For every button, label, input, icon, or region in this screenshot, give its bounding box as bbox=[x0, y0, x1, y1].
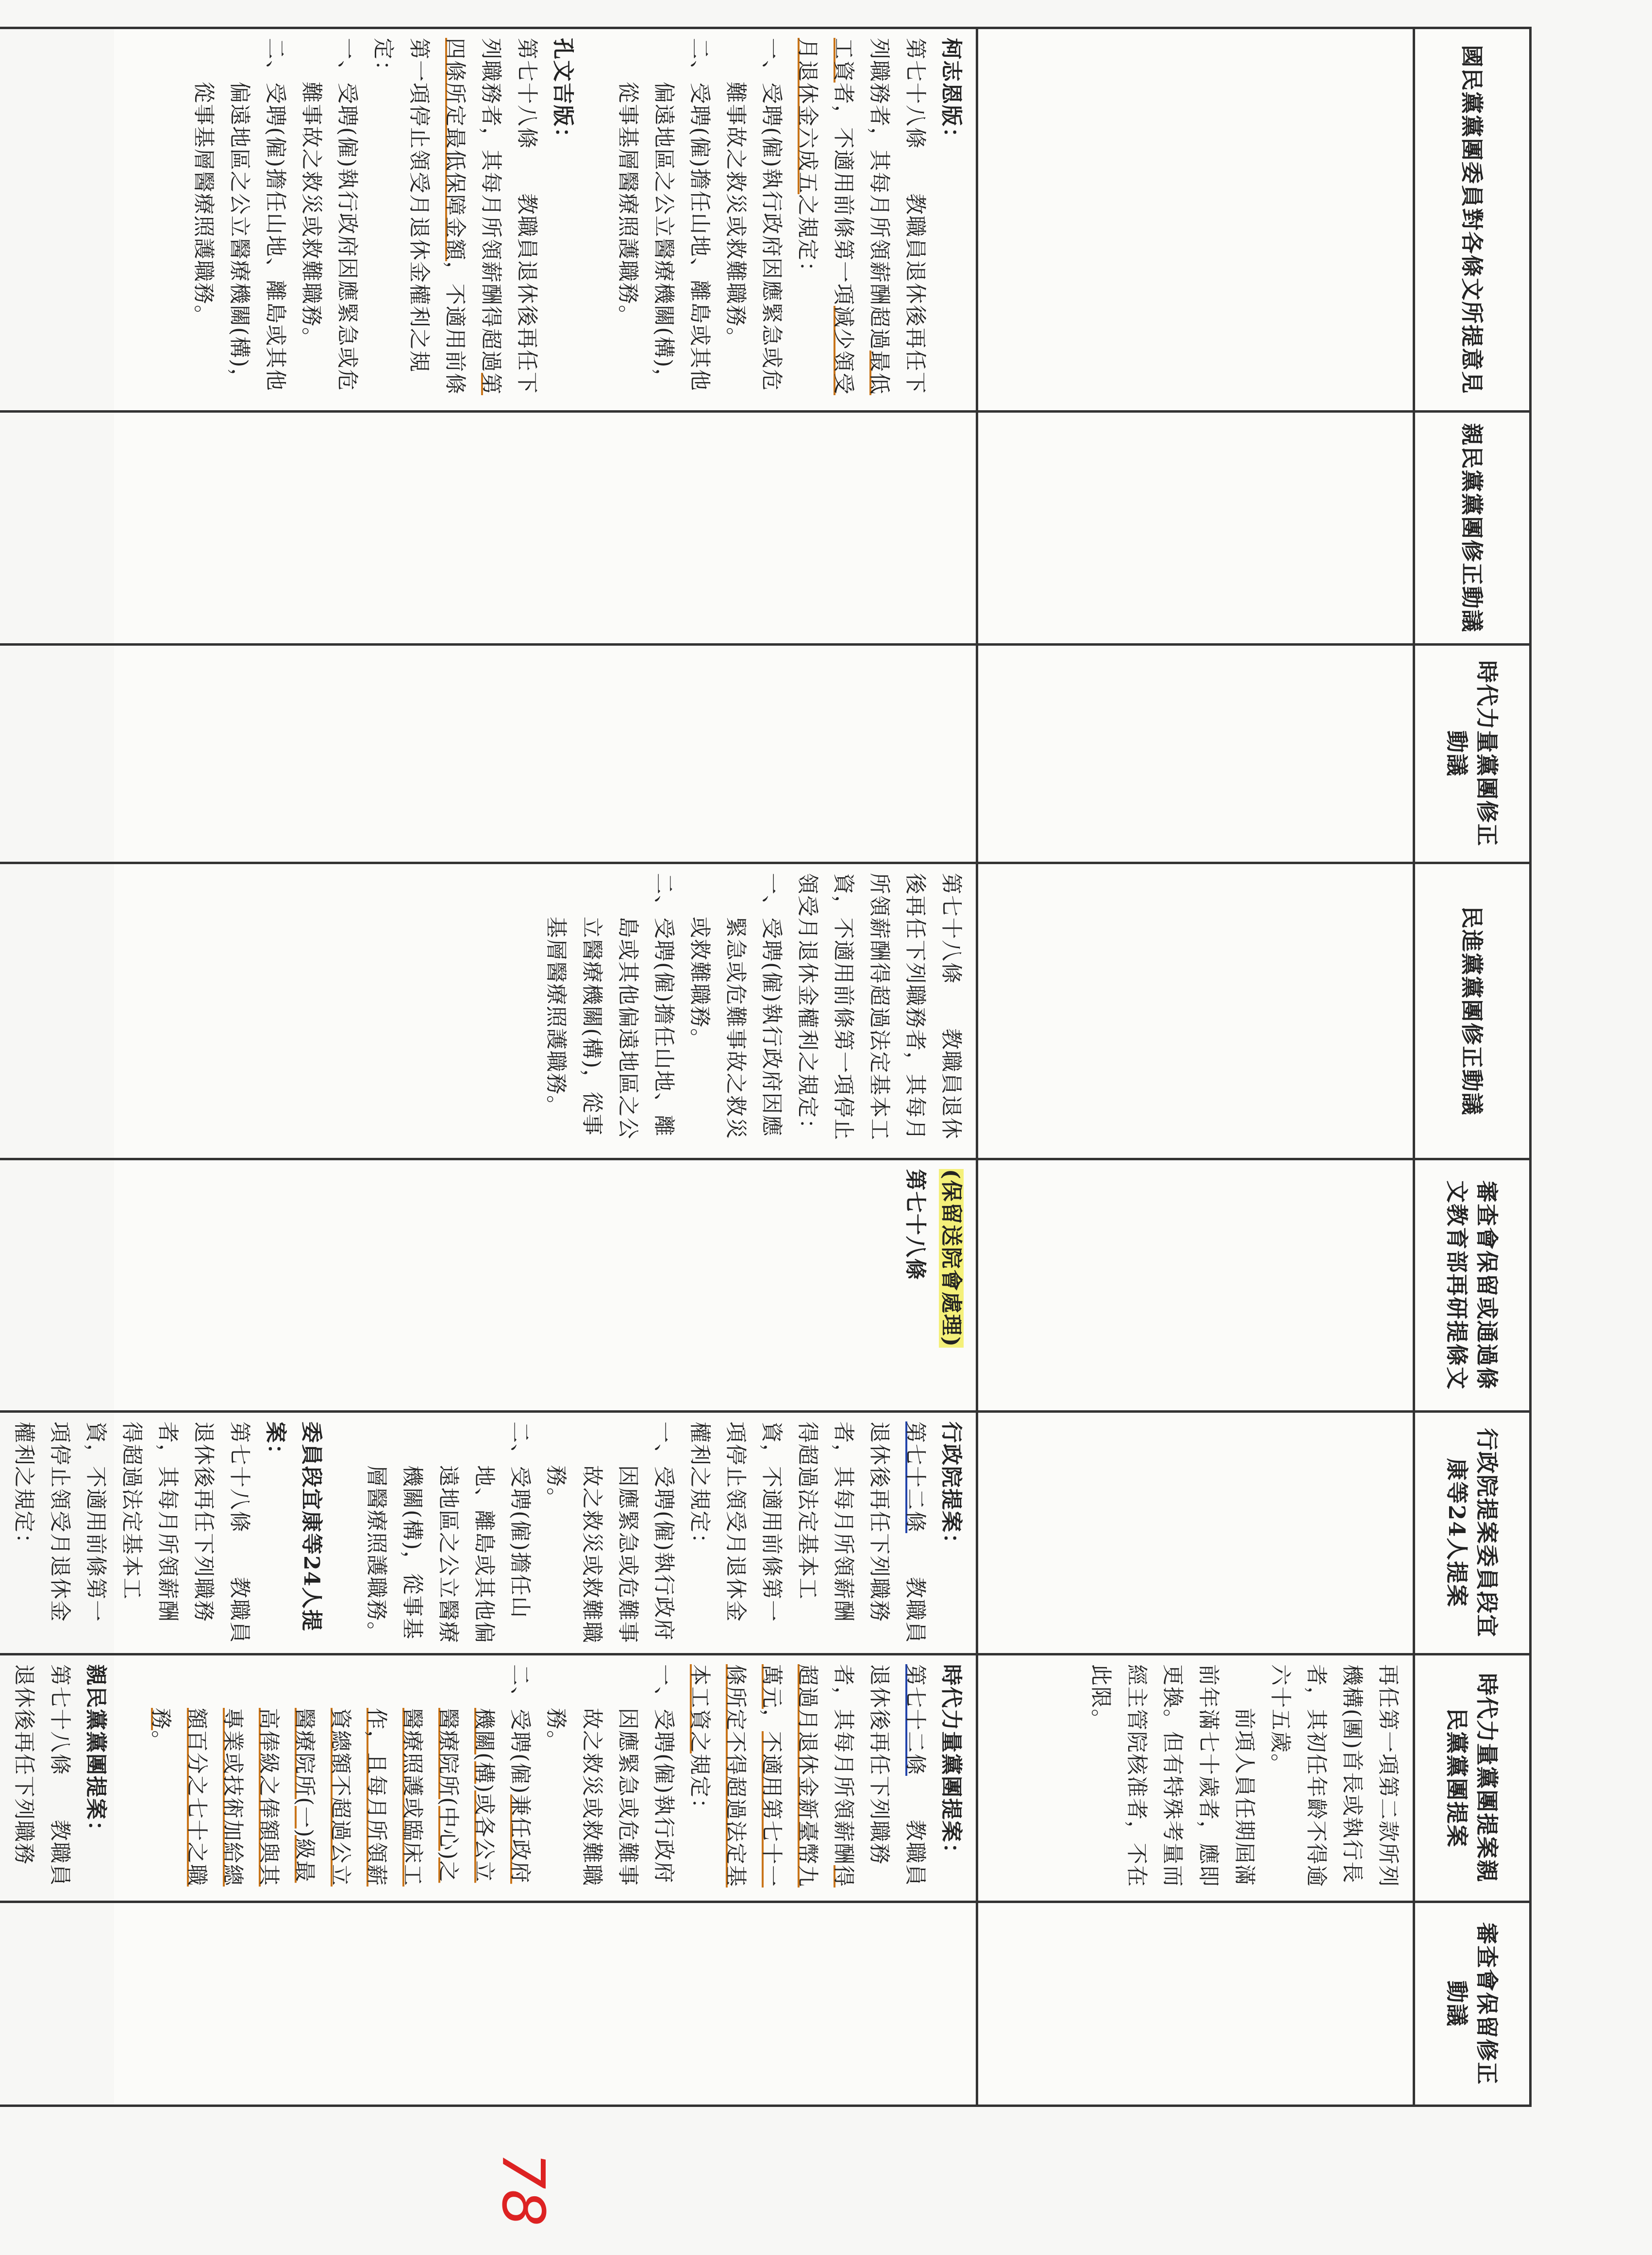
npp-label: 時代力量黨團提案： bbox=[939, 1664, 964, 1865]
kmt-article-number: 第七十八條 bbox=[903, 38, 928, 150]
dpp-text-1: 教職員退休後再任下列職務者，其每月所領薪酬得超過法定基本工資，不適用前條第一項停止領受月退休金權利之規定： bbox=[795, 873, 964, 1141]
npp-item-1: 一、受聘(僱)執行政府因應緊急或危難事故之救災或救難職務。 bbox=[544, 1664, 676, 1887]
cell-kmt-a bbox=[977, 28, 1414, 412]
npp-text-3: 規定： bbox=[687, 1754, 712, 1821]
npp-item-2-underlined: 兼任政府機關(構)或各公立醫療院所(中心)之醫療照護或臨床工作，且每月所領薪資總額不超過公立醫療院所(一)級最高俸級之俸額與其專業或技術加給總額百分之七十之職務 bbox=[149, 1708, 533, 1887]
kmt-proposal-ko bbox=[610, 38, 969, 401]
review-highlight: (保留送院會處理) bbox=[939, 1169, 964, 1348]
cell-dpp-a bbox=[977, 863, 1414, 1159]
dpp-article-number: 第七十八條 bbox=[939, 873, 964, 985]
header-row bbox=[1414, 28, 1531, 2106]
rotated-document-sheet bbox=[12, 27, 1532, 2105]
cell-pfp-b bbox=[0, 412, 977, 645]
cell-review-b bbox=[0, 1159, 977, 1412]
npp-article-number: 第七十二條 bbox=[903, 1664, 928, 1776]
cell-npp-pfp-a bbox=[977, 1654, 1414, 1902]
exec-proposal bbox=[358, 1421, 969, 1644]
kmt-text-1: 教職員退休後再任下列職務者，其每月所領薪酬超過 bbox=[867, 38, 928, 394]
npp-underlined-2: 不適用第七十一條所定不得超過法定基本工資之 bbox=[687, 1664, 784, 1888]
cell-exec-a bbox=[977, 1412, 1414, 1654]
exec-article-number: 第七十二條 bbox=[903, 1421, 928, 1533]
comparison-table bbox=[0, 27, 1532, 2107]
header-npp: 時代力量黨團修正動議 bbox=[1414, 645, 1531, 863]
cell-pfp-a bbox=[977, 412, 1414, 645]
dpp-item-1: 一、受聘(僱)執行政府因應緊急或危難事故之救災或救難職務。 bbox=[687, 873, 784, 1140]
pfp-proposal bbox=[0, 1664, 114, 1892]
kmt-text-2: 者，不適用前條第一項 bbox=[831, 83, 856, 306]
exec-item-2: 二、受聘(僱)擔任山地、離島或其他偏遠地區之公立醫療機關(構)，從事基層醫療照護職務。 bbox=[364, 1421, 533, 1644]
continued-row bbox=[977, 28, 1414, 2106]
npp-pfp-continued-para-1: 再任第一項第二款所列機構(團)首長或執行長者，其初任年齡不得逾六十五歲。 bbox=[1268, 1664, 1401, 1888]
cell-npp-pfp-b bbox=[0, 1654, 977, 1902]
kmt-proposal-kung bbox=[185, 38, 581, 401]
cell-dpp-b bbox=[0, 863, 977, 1159]
cell-kmt-b bbox=[0, 28, 977, 412]
npp-text-2: ， bbox=[759, 1709, 784, 1731]
review-article-number: 第七十八條 bbox=[903, 1169, 928, 1281]
cell-npp-a bbox=[977, 645, 1414, 863]
exec-text-1: 教職員退休後再任下列職務者，其每月所領薪酬得超過法定基本工資，不適用前條第一項停止領受月退休金權利之規定： bbox=[687, 1421, 928, 1644]
exec-item-1: 一、受聘(僱)執行政府因應緊急或危難事故之救災或救難職務。 bbox=[544, 1421, 676, 1644]
cell-review-a bbox=[977, 1159, 1414, 1412]
legislator-text-1: 教職員退休後再任下列職務者，其每月所領薪酬得超過法定基本工資，不適用前條第一項停止領受月退休金權利之規定： bbox=[12, 1421, 252, 1644]
cell-exec-b bbox=[0, 1412, 977, 1654]
kmt-item-2: 二、受聘(僱)擔任山地、離島或其他偏遠地區之公立醫療機關(構)，從事基層醫療照護職務。 bbox=[616, 38, 712, 392]
cell-reserve-a bbox=[977, 1902, 1414, 2106]
kmt-b-underlined-1: 第四條所定最低保障金額 bbox=[443, 38, 503, 395]
legislator-item-1 bbox=[0, 1421, 6, 1644]
kmt-b-text-2: ，不適用前條第一項停止領受月退休金權利之規定： bbox=[371, 38, 467, 395]
header-npp-pfp: 時代力量黨團提案親民黨黨團提案 bbox=[1414, 1654, 1531, 1902]
header-kmt: 國民黨黨團委員對各條文所提意見 bbox=[1414, 28, 1531, 412]
npp-item-2-prefix: 二、受聘(僱) bbox=[508, 1664, 533, 1795]
header-dpp: 民進黨黨團修正動議 bbox=[1414, 863, 1531, 1159]
npp-text-1: 教職員退休後再任下列職務者，其每月所領薪酬 bbox=[831, 1664, 928, 1887]
npp-proposal bbox=[143, 1664, 969, 1892]
legislator-label: 委員段宜康等24人提案： bbox=[263, 1421, 324, 1632]
kmt-text-3: 之規定： bbox=[795, 194, 820, 284]
kmt-proposal-label-kung: 孔文吉版： bbox=[551, 38, 575, 150]
pfp-label: 親民黨黨團提案： bbox=[83, 1664, 108, 1843]
kmt-proposal-label-ko: 柯志恩版： bbox=[939, 38, 964, 150]
pfp-text-1: 教職員退休後再任下列職務 bbox=[12, 1664, 72, 1887]
kmt-underlined-2: 減少領受月退休金六成五 bbox=[795, 38, 856, 395]
legislator-proposal bbox=[0, 1421, 329, 1644]
cell-reserve-b bbox=[0, 1902, 977, 2106]
kmt-b-text-1: 教職員退休後再任下列職務者，其每月所領薪酬得超過 bbox=[479, 38, 539, 394]
header-reserve: 審查會保留修正動議 bbox=[1414, 1902, 1531, 2106]
header-review: 審查會保留或通過條文教育部再研提條文 bbox=[1414, 1159, 1531, 1412]
article-78-row bbox=[0, 28, 977, 2106]
legislator-article-number: 第七十八條 bbox=[227, 1421, 252, 1533]
handwritten-page-number: 78 bbox=[488, 2152, 556, 2226]
kmt-item-1: 一、受聘(僱)執行政府因應緊急或危難事故之救災或救難職務。 bbox=[723, 38, 784, 392]
pfp-article-number: 第七十八條 bbox=[48, 1664, 72, 1776]
dpp-item-2: 二、受聘(僱)擔任山地、離島或其他偏遠地區之公立醫療機關(構)，從事基層醫療照護職務。 bbox=[544, 873, 676, 1140]
kmt-b-item-2: 二、受聘(僱)擔任山地、離島或其他偏遠地區之公立醫療機關(構)，從事基層醫療照護職務。 bbox=[191, 38, 288, 392]
npp-underlined-1: 得超過月退休金新臺幣九萬元 bbox=[759, 1664, 856, 1888]
header-exec: 行政院提案委員段宜康等24人提案 bbox=[1414, 1412, 1531, 1654]
kmt-b-item-1: 一、受聘(僱)執行政府因應緊急或危難事故之救災或救難職務。 bbox=[299, 38, 360, 392]
exec-label: 行政院提案： bbox=[939, 1421, 964, 1555]
kmt-underlined-1: 最低工資 bbox=[831, 38, 892, 395]
kmt-b-article-number: 第七十八條 bbox=[515, 38, 539, 150]
cell-npp-b bbox=[0, 645, 977, 863]
npp-pfp-continued-para-2: 前項人員任期屆滿前年滿七十歲者，應即更換。但有特殊考量而經主管院核准者，不在此限。 bbox=[1088, 1664, 1257, 1888]
npp-item-2-suffix: 。 bbox=[149, 1730, 173, 1753]
header-pfp: 親民黨黨團修正動議 bbox=[1414, 412, 1531, 645]
